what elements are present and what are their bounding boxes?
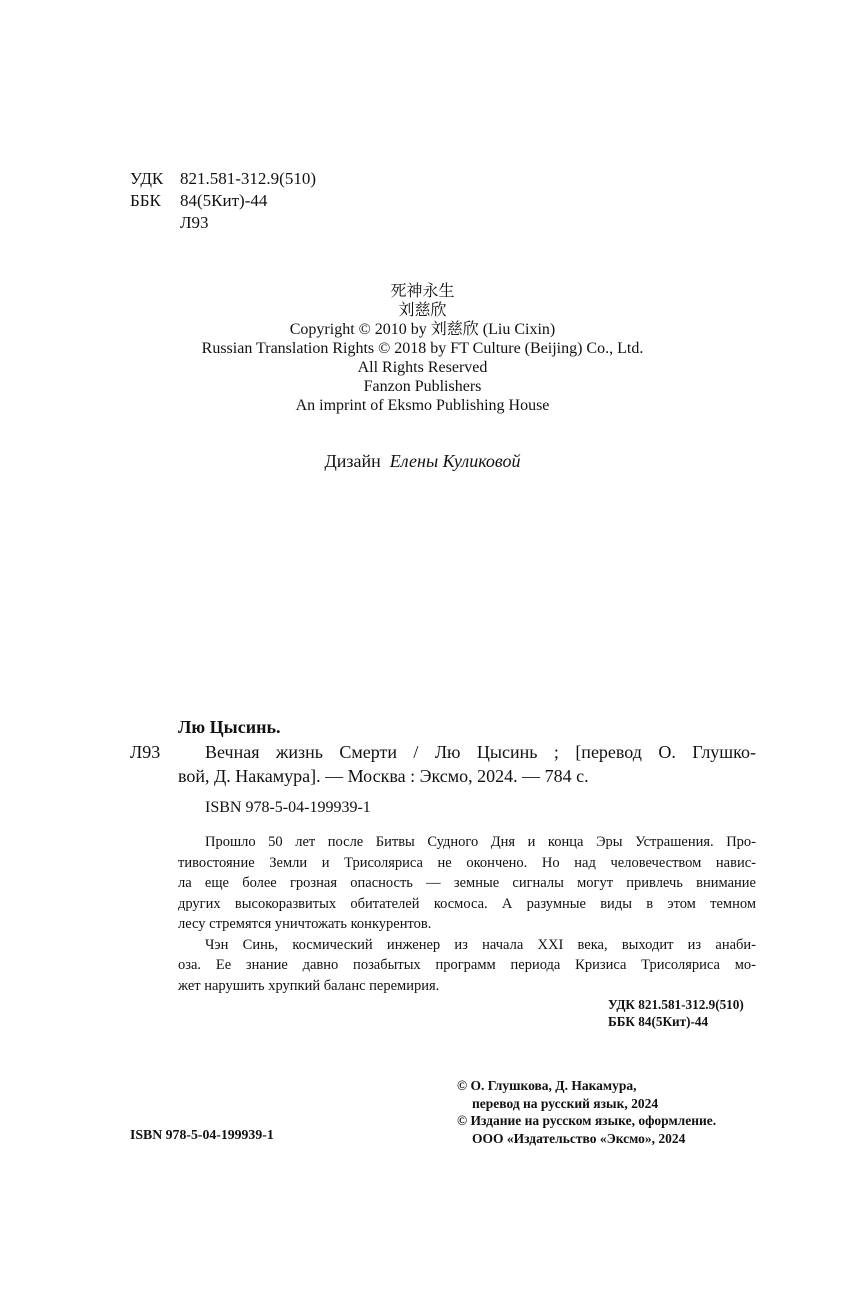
udk-value: 821.581-312.9(510) [180,169,316,188]
bbk-label: ББК [130,191,161,210]
annotation-line: лесу стремятся уничтожать конкурентов. [178,916,432,932]
translation-copyright-line-1: © О. Глушкова, Д. Накамура, [457,1078,637,1093]
catalog-line-1: Вечная жизнь Смерти / Лю Цысинь ; [перевод О. Глушко- [205,742,756,762]
annotation-paragraph-1 [178,832,756,935]
design-credit [0,450,845,472]
original-author: 刘慈欣 [398,302,447,319]
rights-reserved-line: All Rights Reserved [357,359,488,376]
catalog-author-heading: Лю Цысинь. [178,717,281,737]
annotation-line: тивостояние Земли и Трисоляриса не окончено. Но над человечеством навис- [178,854,756,871]
translation-rights-line: Russian Translation Rights © 2018 by FT Culture (Beijing) Co., Ltd. [201,340,644,357]
design-label: Дизайн [324,451,381,471]
copyright-line: Copyright © 2010 by 刘慈欣 (Liu Cixin) [289,321,556,338]
designer-name: Елены Куликовой [389,451,521,471]
catalog-line-2: вой, Д. Накамура]. — Москва : Эксмо, 2024. — 784 с. [178,766,589,786]
translation-copyright-line-2: перевод на русский язык, 2024 [472,1095,659,1111]
bbk-small: ББК 84(5Кит)-44 [608,1013,709,1029]
edition-copyright-line-2: ООО «Издательство «Эксмо», 2024 [472,1130,686,1146]
annotation-paragraph-2 [178,935,756,997]
catalog-description [178,740,756,788]
author-mark-line [130,212,316,234]
bbk-line [130,190,316,212]
original-edition-block [0,282,845,415]
catalog-isbn: ISBN 978-5-04-199939-1 [205,799,371,816]
catalog-mark: Л93 [130,742,161,762]
annotation-line: других высокоразвитых обитателей космоса. А разумные виды в этом темном [178,895,756,912]
annotation-line: Прошло 50 лет после Битвы Судного Дня и конца Эры Устрашения. Про- [205,834,756,850]
annotation [178,832,756,996]
udk-small: УДК 821.581-312.9(510) [608,997,744,1012]
classification-block [130,168,316,234]
isbn-bold: ISBN 978-5-04-199939-1 [130,1127,274,1142]
annotation-line: ла еще более грозная опасность — земные сигналы могут привлечь внимание [178,875,756,891]
edition-copyright-line-1: © Издание на русском языке, оформление. [457,1113,717,1128]
annotation-classification [608,997,744,1030]
annotation-line: жет нарушить хрупкий баланс перемирия. [178,977,440,994]
udk-label: УДК [130,169,164,188]
author-mark: Л93 [180,213,209,232]
annotation-line: Чэн Синь, космический инженер из начала XXI века, выходит из анаби- [205,936,756,953]
annotation-line: оза. Ее знание давно позабытых программ периода Кризиса Трисоляриса мо- [178,957,756,973]
bbk-value: 84(5Кит)-44 [180,191,268,210]
imprint-line: An imprint of Eksmo Publishing House [295,397,550,414]
publisher-line: Fanzon Publishers [363,378,482,395]
udk-line [130,168,316,190]
original-title: 死神永生 [390,283,455,300]
copyright-block [457,1077,716,1147]
